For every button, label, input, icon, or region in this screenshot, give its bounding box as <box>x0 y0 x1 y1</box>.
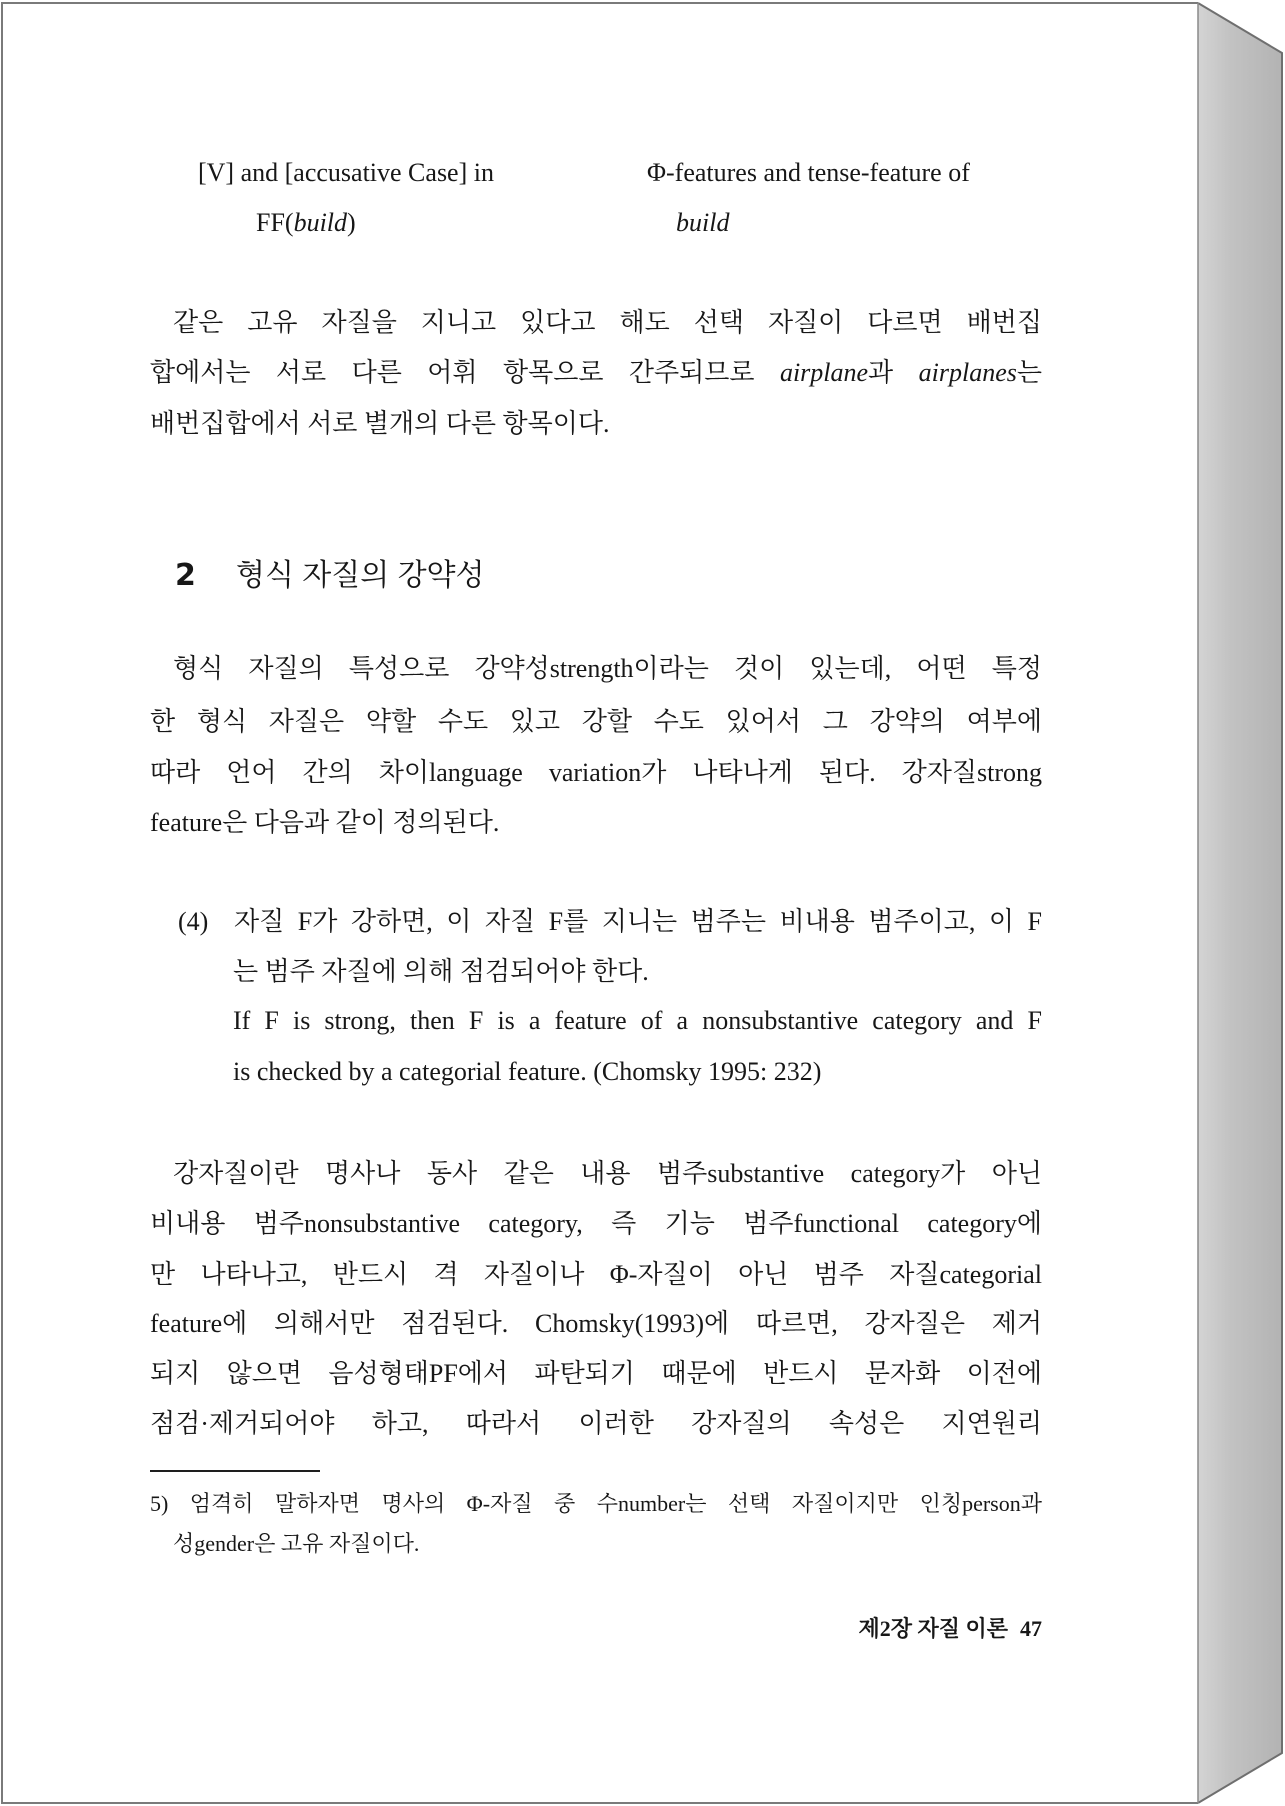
footnote-line-2: 성gender은 고유 자질이다. <box>173 1531 420 1556</box>
paragraph-3-line-1: 강자질이란 명사나 동사 같은 내용 범주substantive category가 아닌 <box>173 1159 1042 1188</box>
example-line-3: If F is strong, then F is a feature of a nonsubstantive category and F <box>233 1006 1042 1035</box>
gloss-italic-word: build <box>293 208 348 237</box>
paragraph-1-line-2 <box>150 348 1042 398</box>
gloss-text: ) <box>347 208 356 237</box>
paragraph-2-line-4: feature은 다음과 같이 정의된다. <box>150 808 500 837</box>
paragraph-3-line-4: feature에 의해서만 점검된다. Chomsky(1993)에 따르면, 강자질은 제거 <box>150 1309 1042 1338</box>
section-number: 2 <box>175 558 196 593</box>
page-number: 47 <box>1020 1616 1042 1641</box>
gloss-text: FF( <box>256 208 294 237</box>
footnote-rule <box>150 1470 320 1472</box>
paragraph-3-line-3: 만 나타나고, 반드시 격 자질이나 Φ-자질이 아닌 범주 자질categorial <box>150 1260 1042 1289</box>
example-number: (4) <box>178 907 209 936</box>
example-line-1: 자질 F가 강하면, 이 자질 F를 지니는 범주는 비내용 범주이고, 이 F <box>234 907 1042 936</box>
gloss-left-line-1: [V] and [accusative Case] in <box>198 158 494 187</box>
paragraph-3-line-6: 점검·제거되어야 하고, 따라서 이러한 강자질의 속성은 지연원리 <box>150 1409 1042 1438</box>
footnote-line-1: 5) 엄격히 말하자면 명사의 Φ-자질 중 수number는 선택 자질이지만 인칭person과 <box>150 1491 1042 1516</box>
italic-term: airplanes <box>918 358 1017 387</box>
body-text: 합에서는 서로 다른 어휘 항목으로 간주되므로 <box>150 358 780 387</box>
running-footer <box>700 1609 1042 1649</box>
paragraph-3-line-2: 비내용 범주nonsubstantive category, 즉 기능 범주functional category에 <box>150 1209 1042 1238</box>
gloss-right-line-2: build <box>676 208 730 237</box>
example-line-4: is checked by a categorial feature. (Chomsky 1995: 232) <box>233 1057 822 1086</box>
section-title: 형식 자질의 강약성 <box>236 559 485 592</box>
example-line-2: 는 범주 자질에 의해 점검되어야 한다. <box>233 957 649 986</box>
italic-term: airplane <box>779 358 869 387</box>
paragraph-2-line-1: 형식 자질의 특성으로 강약성strength이라는 것이 있는데, 어떤 특정 <box>173 654 1042 683</box>
paragraph-1-line-3: 배번집합에서 서로 별개의 다른 항목이다. <box>150 409 610 438</box>
gloss-left-line-2 <box>256 198 356 248</box>
paragraph-1-line-1: 같은 고유 자질을 지니고 있다고 해도 선택 자질이 다르면 배번집 <box>173 308 1042 337</box>
paragraph-3-line-5: 되지 않으면 음성형태PF에서 파탄되기 때문에 반드시 문자화 이전에 <box>150 1359 1042 1388</box>
gloss-right-line-1: Φ-features and tense-feature of <box>647 158 970 187</box>
book-edge-outline <box>1198 3 1282 1803</box>
body-text: 는 <box>1016 358 1042 387</box>
paragraph-2-line-2: 한 형식 자질은 약할 수도 있고 강할 수도 있어서 그 강약의 여부에 <box>150 707 1042 736</box>
footer-chapter-title: 제2장 자질 이론 <box>858 1616 1008 1641</box>
paragraph-2-line-3: 따라 언어 간의 차이language variation가 나타나게 된다. 강자질strong <box>150 758 1042 787</box>
body-text: 과 <box>868 358 919 387</box>
